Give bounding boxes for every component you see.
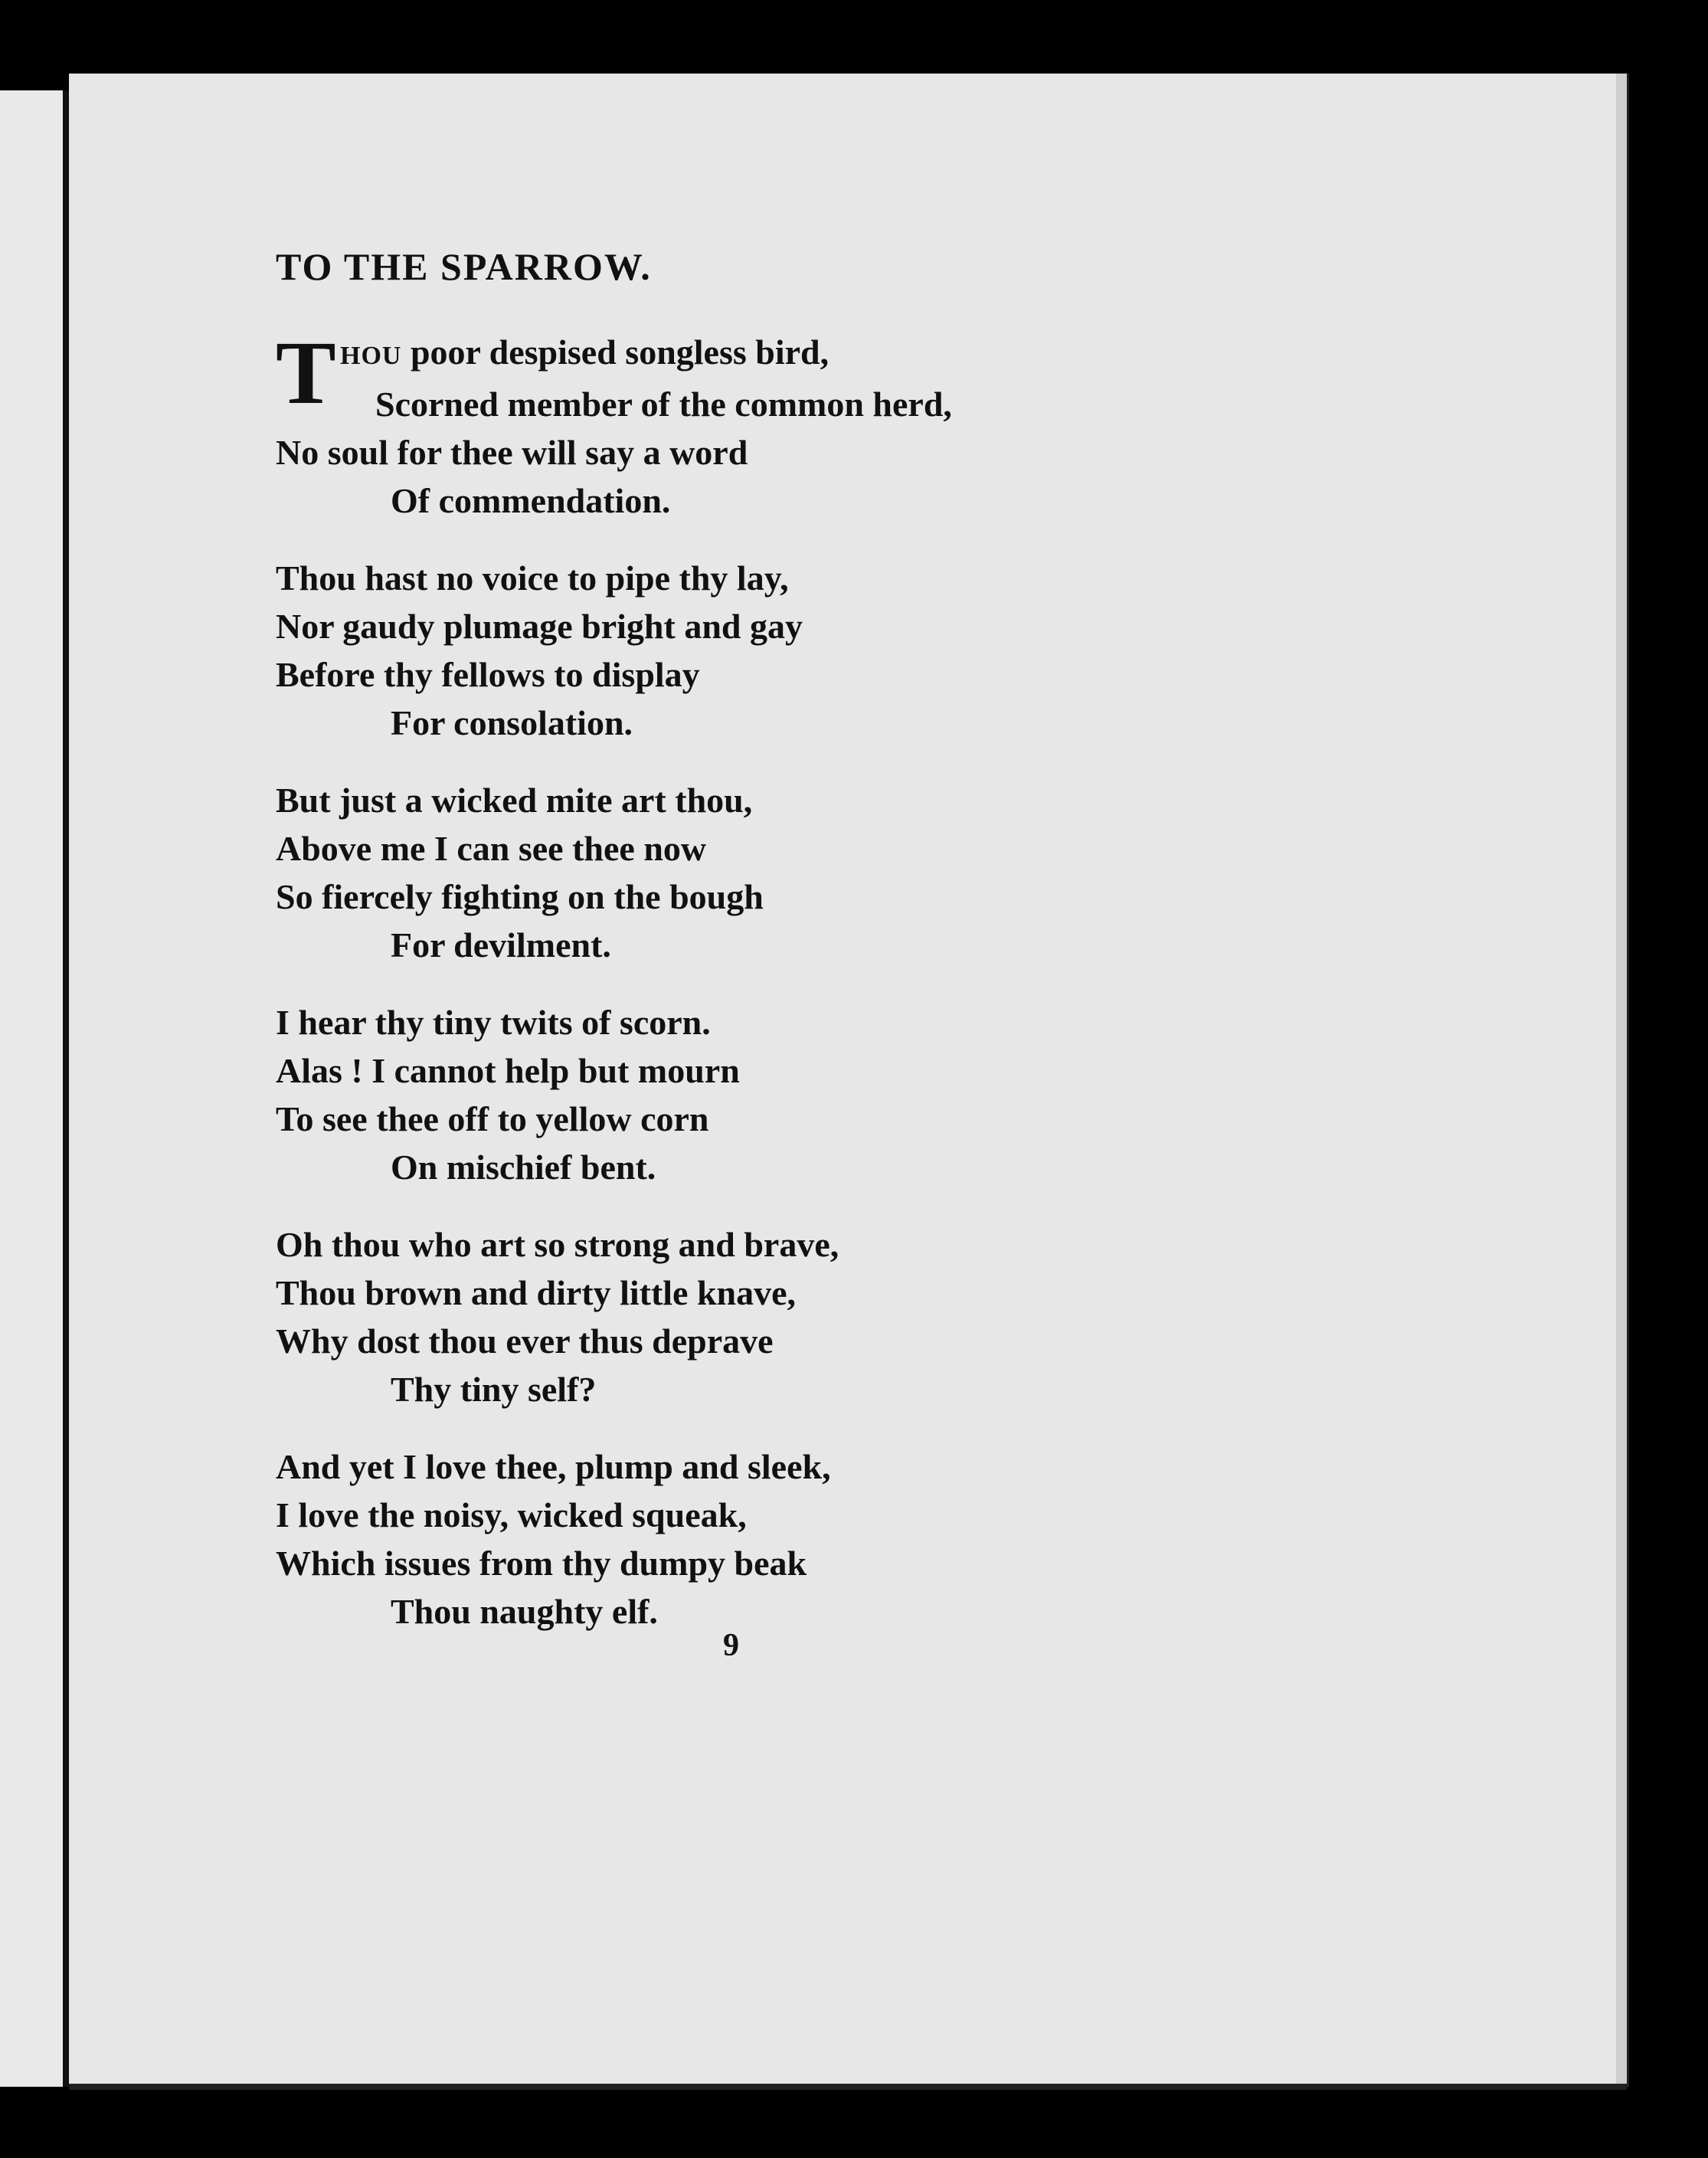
poem-line: But just a wicked mite art thou, xyxy=(276,781,753,820)
poem-line: Why dost thou ever thus deprave xyxy=(276,1321,774,1361)
stanza-2 xyxy=(276,554,1425,747)
book-gutter xyxy=(63,90,69,2087)
poem-line: Which issues from thy dumpy beak xyxy=(276,1544,807,1583)
poem-line: Scorned member of the common herd, xyxy=(375,385,952,424)
poem-line: Before thy fellows to display xyxy=(276,655,700,694)
poem-line: To see thee off to yellow corn xyxy=(276,1099,709,1138)
poem-line: Thou hast no voice to pipe thy lay, xyxy=(276,558,789,598)
facing-page-edge xyxy=(0,90,63,2087)
poem-line: No soul for thee will say a word xyxy=(276,433,748,472)
poem-line: Above me I can see thee now xyxy=(276,829,707,868)
stanza-5 xyxy=(276,1220,1425,1413)
poem-line: For consolation. xyxy=(391,703,633,742)
poem-line: Thou naughty elf. xyxy=(391,1592,658,1631)
poem-line: On mischief bent. xyxy=(391,1148,656,1187)
poem-title: TO THE SPARROW. xyxy=(276,245,652,288)
drop-cap: T xyxy=(276,323,336,423)
poem-line: Oh thou who art so strong and brave, xyxy=(276,1225,839,1264)
small-caps-word: HOU xyxy=(340,342,402,370)
page-number: 9 xyxy=(723,1628,739,1663)
stanza-4 xyxy=(276,998,1425,1191)
poem-line: Thy tiny self? xyxy=(391,1370,597,1409)
poem-line: So fiercely fighting on the bough xyxy=(276,877,764,916)
page-bottom-edge xyxy=(69,2084,1627,2090)
poem xyxy=(276,244,1425,1665)
poem-line: Nor gaudy plumage bright and gay xyxy=(276,607,803,646)
line-text: poor despised songless bird, xyxy=(401,332,829,372)
poem-line: Alas ! I cannot help but mourn xyxy=(276,1051,740,1090)
poem-line: For devilment. xyxy=(391,925,611,964)
poem-line: Thou brown and dirty little knave, xyxy=(276,1273,797,1312)
stanza-6 xyxy=(276,1442,1425,1636)
page-right-edge xyxy=(1616,74,1629,2087)
stanza-1 xyxy=(276,323,1425,525)
stanza-3 xyxy=(276,776,1425,969)
poem-line: I love the noisy, wicked squeak, xyxy=(276,1495,747,1534)
poem-line: I hear thy tiny twits of scorn. xyxy=(276,1003,711,1042)
poem-line: Of commendation. xyxy=(391,481,671,520)
poem-line xyxy=(276,328,1425,380)
poem-line: And yet I love thee, plump and sleek, xyxy=(276,1447,831,1486)
